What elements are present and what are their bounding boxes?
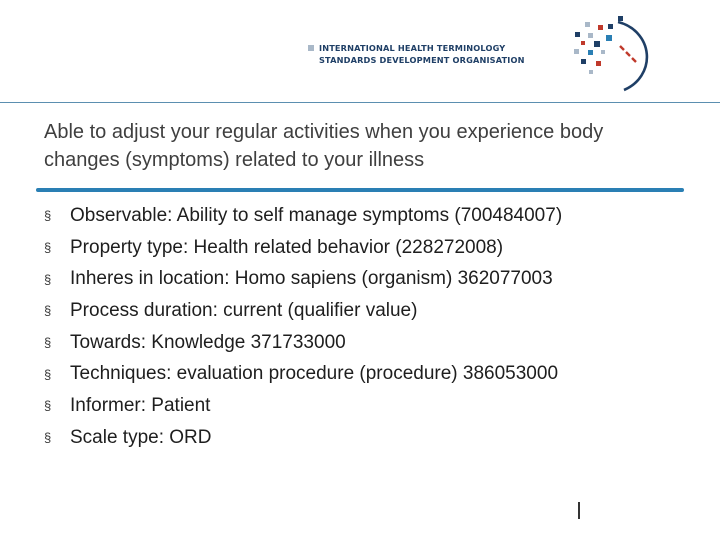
bullet-text: Scale type: ORD xyxy=(70,426,212,448)
slide-header xyxy=(0,0,720,103)
text-cursor xyxy=(578,502,580,519)
list-item xyxy=(44,200,562,232)
list-item xyxy=(44,390,562,422)
list-item xyxy=(44,232,562,264)
ihtsdo-logo-icon xyxy=(565,12,665,97)
square-bullet-icon xyxy=(308,45,314,51)
header-divider xyxy=(0,102,720,103)
bullet-icon: § xyxy=(44,240,52,256)
bullet-list xyxy=(44,200,562,454)
slide-title: Able to adjust your regular activities when you experience body changes (symptoms) related to your illness xyxy=(44,121,604,171)
bullet-text: Inheres in location: Homo sapiens (organism) 362077003 xyxy=(70,268,553,290)
list-item xyxy=(44,422,562,454)
bullet-text: Process duration: current (qualifier value) xyxy=(70,299,418,321)
org-name-line-2: STANDARDS DEVELOPMENT ORGANISATION xyxy=(319,55,525,65)
list-item xyxy=(44,358,562,390)
bullet-icon: § xyxy=(44,208,52,224)
list-item xyxy=(44,327,562,359)
bullet-icon: § xyxy=(44,366,52,382)
bullet-text: Informer: Patient xyxy=(70,394,211,416)
bullet-text: Observable: Ability to self manage symptoms (700484007) xyxy=(70,204,563,226)
bullet-icon: § xyxy=(44,398,52,414)
bullet-icon: § xyxy=(44,303,52,319)
org-name-line-1: INTERNATIONAL HEALTH TERMINOLOGY xyxy=(319,43,506,53)
bullet-text: Property type: Health related behavior (228272008) xyxy=(70,236,504,258)
bullet-text: Techniques: evaluation procedure (procedure) 386053000 xyxy=(70,363,559,385)
organisation-name xyxy=(308,42,525,66)
list-item xyxy=(44,295,562,327)
bullet-icon: § xyxy=(44,271,52,287)
bullet-text: Towards: Knowledge 371733000 xyxy=(70,331,346,353)
bullet-icon: § xyxy=(44,430,52,446)
bullet-icon: § xyxy=(44,335,52,351)
list-item xyxy=(44,263,562,295)
title-underline xyxy=(36,188,684,192)
